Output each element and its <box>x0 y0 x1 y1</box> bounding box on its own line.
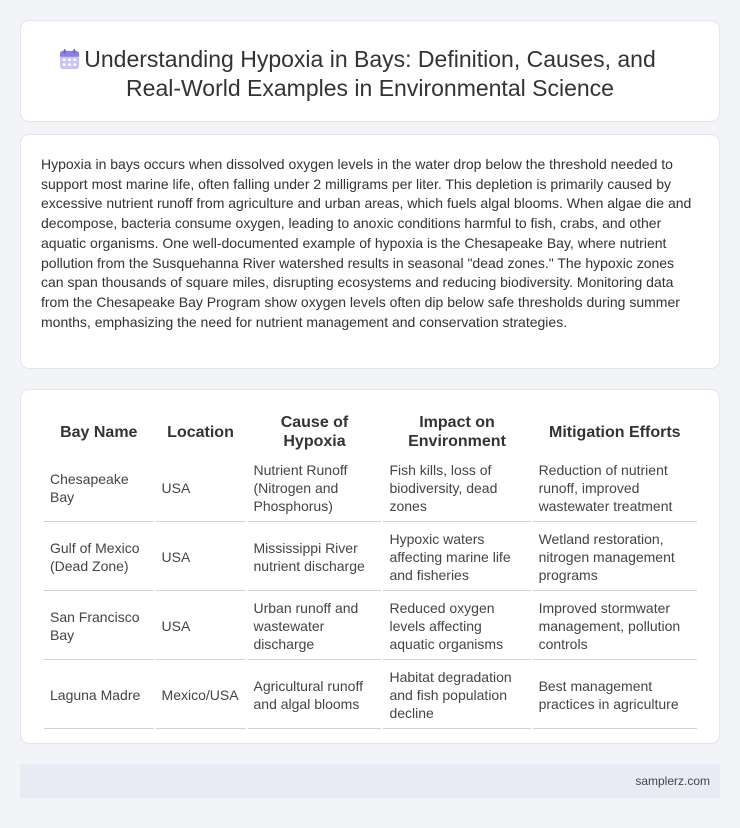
cell-bay-name: Chesapeake Bay <box>44 455 154 522</box>
column-header-location: Location <box>167 423 234 441</box>
cell-bay-name: San Francisco Bay <box>44 593 154 660</box>
intro-paragraph: Hypoxia in bays occurs when dissolved oxygen levels in the water drop below the threshold needed to support most marine life, often falling under 2 milligrams per liter. This depletion is primarily caused by excessive nutrient runoff from agriculture and urban areas, which fuels algal blooms. When algae die and decompose, bacteria consume oxygen, leading to anoxic conditions harmful to fish, crabs, and other aquatic organisms. One well-documented example of hypoxia is the Chesapeake Bay, where nutrient pollution from the Susquehanna River watershed results in seasonal "dead zones." The hypoxic zones can span thousands of square miles, disrupting ecosystems and reducing biodiversity. Monitoring data from the Chesapeake Bay Program show oxygen levels often dip below safe thresholds during summer months, emphasizing the need for nutrient management and conservation strategies. <box>41 156 692 330</box>
column-header-mitigation: Mitigation Efforts <box>549 423 681 441</box>
table-card <box>20 389 720 744</box>
title-card <box>20 20 720 122</box>
cell-cause: Urban runoff and wastewater discharge <box>248 593 382 660</box>
footer-site-link[interactable]: samplerz.com <box>635 774 710 788</box>
cell-location: USA <box>156 593 246 660</box>
cell-mitigation: Best management practices in agriculture <box>533 662 697 729</box>
cell-impact: Reduced oxygen levels affecting aquatic organisms <box>383 593 530 660</box>
footer <box>20 764 720 798</box>
cell-mitigation: Improved stormwater management, pollution controls <box>533 593 697 660</box>
page-title <box>21 45 719 103</box>
cell-mitigation: Reduction of nutrient runoff, improved wastewater treatment <box>533 455 697 522</box>
table-row <box>44 662 697 729</box>
table-row <box>44 593 697 660</box>
cell-cause: Agricultural runoff and algal blooms <box>248 662 382 729</box>
cell-impact: Habitat degradation and fish population decline <box>383 662 530 729</box>
table-row <box>44 524 697 591</box>
hypoxia-table <box>42 409 699 731</box>
cell-cause: Nutrient Runoff (Nitrogen and Phosphorus) <box>248 455 382 522</box>
column-header-impact: Impact on Environment <box>408 414 506 450</box>
cell-location: Mexico/USA <box>156 662 246 729</box>
cell-location: USA <box>156 524 246 591</box>
cell-mitigation: Wetland restoration, nitrogen management programs <box>533 524 697 591</box>
page-title-line-1: Understanding Hypoxia in Bays: Definition, Causes, and <box>84 46 656 72</box>
column-header-cause: Cause of Hypoxia <box>280 414 349 450</box>
intro-card <box>20 134 720 369</box>
cell-bay-name: Laguna Madre <box>44 662 154 729</box>
cell-location: USA <box>156 455 246 522</box>
table-row <box>44 455 697 522</box>
cell-bay-name: Gulf of Mexico (Dead Zone) <box>44 524 154 591</box>
cell-cause: Mississippi River nutrient discharge <box>248 524 382 591</box>
column-header-bay-name: Bay Name <box>60 423 138 441</box>
cell-impact: Hypoxic waters affecting marine life and fisheries <box>383 524 530 591</box>
cell-impact: Fish kills, loss of biodiversity, dead zones <box>383 455 530 522</box>
page-title-line-2: Real-World Examples in Environmental Science <box>126 75 614 101</box>
table-header-row <box>44 411 697 453</box>
